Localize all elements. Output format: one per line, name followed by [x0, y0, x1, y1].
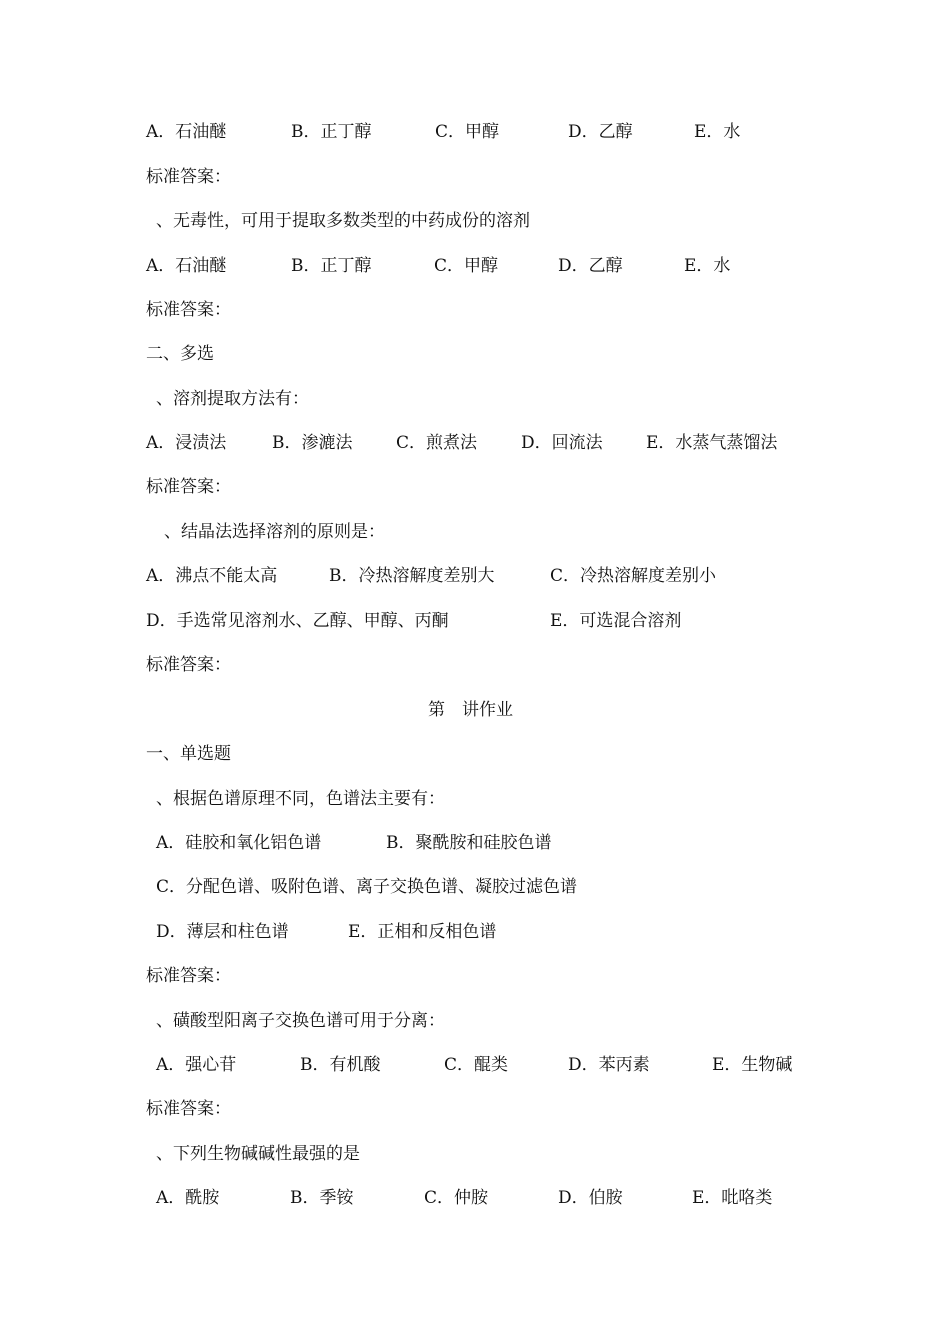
section-multi-heading: 二、多选 [146, 344, 214, 364]
q-e-answer-label: 标准答案： [146, 966, 231, 986]
q-a-answer-label: 标准答案： [146, 167, 231, 187]
q-d-text: 、结晶法选择溶剂的原则是： [164, 522, 385, 542]
q-f-text: 、磺酸型阳离子交换色谱可用于分离： [156, 1011, 445, 1031]
q-a-options [146, 119, 866, 145]
q-f-options [156, 1052, 856, 1078]
q-a-option-a: A．石油醚 [146, 122, 227, 142]
q-g-option-d: D．伯胺 [558, 1188, 623, 1208]
q-f-option-a: A．强心苷 [156, 1055, 237, 1075]
q-b-option-d: D．乙醇 [558, 256, 623, 276]
q-c-option-e: E．水蒸气蒸馏法 [646, 433, 778, 453]
q-e-text: 、根据色谱原理不同，色谱法主要有： [156, 789, 445, 809]
q-e-option-b: B．聚酰胺和硅胶色谱 [386, 833, 552, 853]
q-d-answer-label: 标准答案： [146, 655, 231, 675]
q-e-option-c: C．分配色谱、吸附色谱、离子交换色谱、凝胶过滤色谱 [156, 877, 578, 897]
q-d-options-row1 [146, 563, 866, 589]
q-e-option-e: E．正相和反相色谱 [348, 922, 497, 942]
q-c-option-b: B．渗漉法 [272, 433, 353, 453]
q-d-option-c: C．冷热溶解度差别小 [550, 566, 717, 586]
q-g-option-c: C．仲胺 [424, 1188, 489, 1208]
q-b-option-c: C．甲醇 [434, 256, 499, 276]
q-d-options-row2 [146, 608, 866, 634]
q-b-option-b: B．正丁醇 [291, 256, 372, 276]
q-e-option-a: A．硅胶和氧化铝色谱 [156, 833, 322, 853]
q-d-option-a: A．沸点不能太高 [146, 566, 278, 586]
q-e-options-row1 [156, 830, 856, 856]
lecture-title: 第 讲作业 [428, 700, 513, 720]
q-b-text: 、无毒性，可用于提取多数类型的中药成份的溶剂 [156, 211, 530, 231]
q-c-option-a: A．浸渍法 [146, 433, 227, 453]
q-c-option-c: C．煎煮法 [396, 433, 478, 453]
q-c-answer-label: 标准答案： [146, 477, 231, 497]
q-a-option-d: D．乙醇 [568, 122, 633, 142]
q-d-option-e: E．可选混合溶剂 [550, 611, 682, 631]
q-f-option-b: B．有机酸 [300, 1055, 381, 1075]
q-e-option-d: D．薄层和柱色谱 [156, 922, 289, 942]
q-b-options [146, 253, 866, 279]
q-b-answer-label: 标准答案： [146, 300, 231, 320]
q-g-options [156, 1185, 856, 1211]
q-g-option-e: E．吡咯类 [692, 1188, 773, 1208]
q-d-option-b: B．冷热溶解度差别大 [329, 566, 495, 586]
q-f-option-c: C．醌类 [444, 1055, 509, 1075]
q-f-answer-label: 标准答案： [146, 1099, 231, 1119]
q-g-text: 、下列生物碱碱性最强的是 [156, 1144, 360, 1164]
q-d-option-d: D．手选常见溶剂水、乙醇、甲醇、丙酮 [146, 611, 449, 631]
q-a-option-b: B．正丁醇 [291, 122, 372, 142]
q-g-option-b: B．季铵 [290, 1188, 354, 1208]
section-single-heading: 一、单选题 [146, 744, 231, 764]
q-e-options-row3 [156, 919, 856, 945]
q-b-option-a: A．石油醚 [146, 256, 227, 276]
q-c-option-d: D．回流法 [521, 433, 603, 453]
q-c-options [146, 430, 866, 456]
q-g-option-a: A．酰胺 [156, 1188, 220, 1208]
q-c-text: 、溶剂提取方法有： [156, 389, 309, 409]
q-f-option-d: D．苯丙素 [568, 1055, 650, 1075]
q-a-option-c: C．甲醇 [435, 122, 500, 142]
q-b-option-e: E．水 [684, 256, 731, 276]
q-f-option-e: E．生物碱 [712, 1055, 793, 1075]
q-a-option-e: E．水 [694, 122, 741, 142]
